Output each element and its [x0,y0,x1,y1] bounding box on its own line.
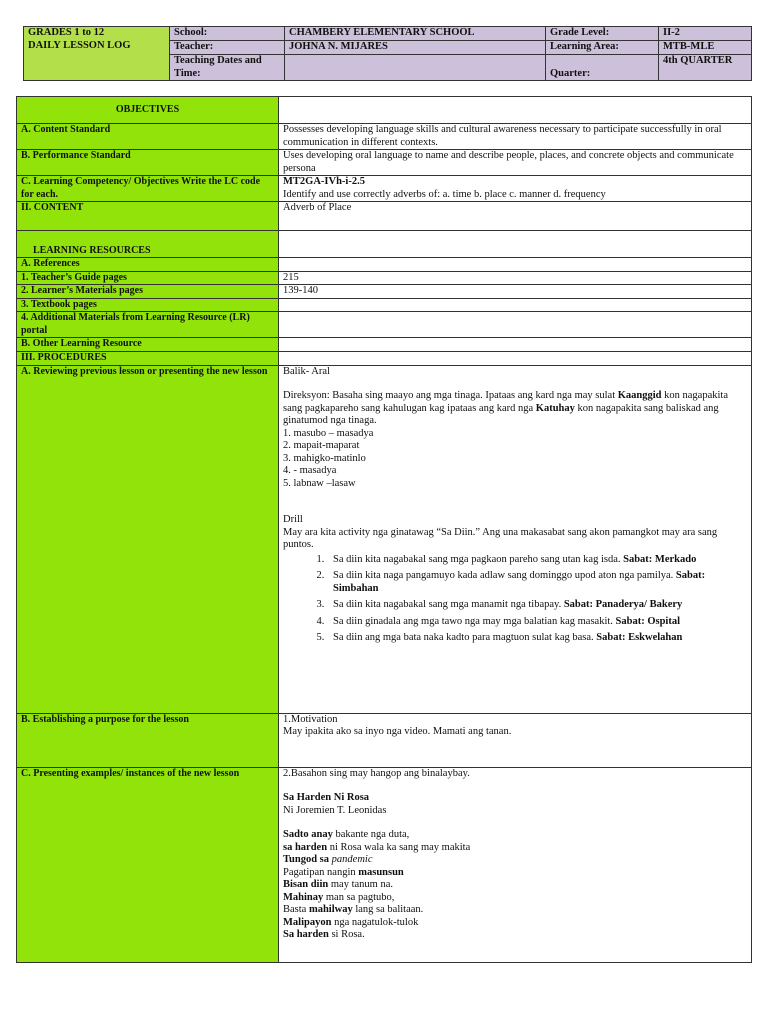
content-label: II. CONTENT [17,202,279,231]
presenting-label-text: C. Presenting examples/ instances of the new lesson [21,767,240,779]
procedures-label: III. PROCEDURES [17,351,279,365]
poem-line [283,867,747,880]
drill-answer: Sabat: Merkado [623,553,697,565]
teacher-value: JOHNA N. MIJARES [285,41,546,55]
performance-standard-label: B. Performance Standard [17,150,279,176]
drill-heading: Drill [283,514,303,525]
school-value: CHAMBERY ELEMENTARY SCHOOL [285,27,546,41]
poem-bold: Mahinay [283,891,324,903]
quarter-label: Quarter: [546,55,659,81]
review-label: A. Reviewing previous lesson or presenting the new lesson [17,365,279,713]
poem-text: may tanum na. [328,879,393,890]
competency-code: MT2GA-IVh-i-2.5 [283,176,365,187]
drill-item [327,599,747,612]
header-table [23,26,752,81]
poem-author: Ni Joremien T. Leonidas [283,804,387,816]
poem-line [283,892,747,905]
direksyon-part3: kon nagapakita sang baliskad ang ginatumod nga tinaga. [283,402,719,426]
poem-text: Pagatipan nangin [283,866,359,878]
area-label: Learning Area: [546,41,659,55]
dates-label: Teaching Dates and Time: [170,55,285,81]
poem-bold: Sa harden [283,929,329,940]
drill-item [327,616,747,629]
presenting-cell [279,767,752,962]
learners-materials-label: 2. Learner’s Materials pages [17,285,279,299]
motivation-text: May ipakita ako sa inyo nga video. Mamati ang tanan. [283,726,512,737]
content-value: Adverb of Place [279,202,752,231]
log-title-line2: DAILY LESSON LOG [28,39,131,51]
objectives-heading: OBJECTIVES [17,97,279,124]
direksyon-text [283,390,747,428]
drill-item [327,570,747,595]
drill-item [327,632,747,645]
textbook-label: 3. Textbook pages [17,298,279,312]
other-resource-label: B. Other Learning Resource [17,338,279,352]
grade-label: Grade Level: [546,27,659,41]
quarter-value: 4th QUARTER [659,55,752,81]
poem-text: man sa pagtubo, [323,891,395,903]
drill-list [283,554,747,645]
katuhay-word: Katuhay [535,402,575,414]
log-title-line1: GRADES 1 to 12 [28,27,105,38]
grade-value: II-2 [659,27,752,41]
competency-label: C. Learning Competency/ Objectives Write the LC code for each. [17,176,279,202]
drill-question: Sa diin kita nagabakal sang mga pagkaon pareho sang utan kag isda. [333,553,624,565]
poem-text: si Rosa. [328,929,365,940]
teacher-label: Teacher: [170,41,285,55]
drill-answer: Sabat: Eskwelahan [596,632,683,643]
school-label: School: [170,27,285,41]
presenting-intro: 2.Basahon sing may hangop ang binalaybay. [283,767,470,779]
other-resource-value [279,338,752,352]
drill-item [327,554,747,567]
poem-line [283,929,747,942]
area-value: MTB-MLE [659,41,752,55]
poem-text: ni Rosa wala ka sang may makita [327,841,471,853]
pair-item: 5. labnaw –lasaw [283,477,356,489]
lesson-table [16,96,752,963]
content-standard-value: Possesses developing language skills and cultural awareness necessary to participate successfully in oral communication in different contexts. [279,124,752,150]
teachers-guide-value: 215 [279,271,752,285]
drill-question: Sa diin ang mga bata naka kadto para magtuon sulat kag basa. [333,632,597,643]
poem-bold: sa harden [283,841,328,853]
resources-value [279,231,752,258]
additional-materials-label: 4. Additional Materials from Learning Resource (LR) portal [17,312,279,338]
presenting-label [17,767,279,962]
poem-line [283,842,747,855]
poem-line [283,917,747,930]
poem-bold: Malipayon [283,916,332,928]
drill-answer: Sabat: Simbahan [333,570,706,594]
poem-italic: pandemic [331,854,373,865]
poem-text: nga nagatulok-tulok [331,916,419,928]
direksyon-part1: Direksyon: Basaha sing maayo ang mga tinaga. Ipataas ang kard nga may sulat [283,390,618,401]
resources-label: LEARNING RESOURCES [17,231,279,258]
content-standard-label: A. Content Standard [17,124,279,150]
additional-materials-value [279,312,752,338]
log-title [24,27,170,81]
teachers-guide-label: 1. Teacher’s Guide pages [17,271,279,285]
poem-line [283,879,747,892]
drill-answer: Sabat: Ospital [615,615,681,627]
pair-item: 3. mahigko-matinlo [283,452,366,464]
pair-item: 1. masubo – masadya [283,427,374,439]
dates-value [285,55,546,81]
pair-item: 2. mapait-maparat [283,440,360,451]
drill-text: May ara kita activity nga ginatawag “Sa Diin.” Ang una makasabat sang akon pamangkot may ara sang puntos. [283,526,718,550]
poem-title: Sa Harden Ni Rosa [283,792,370,803]
purpose-cell [279,713,752,767]
pair-item: 4. - masadya [283,465,337,476]
drill-answer: Sabat: Panaderya/ Bakery [563,599,683,610]
poem-bold: Sadto anay [283,829,333,840]
poem-text: bakante nga duta, [332,829,410,840]
poem-bold: Bisan diin [283,879,329,890]
poem-line [283,829,747,842]
drill-question: Sa diin kita nagabakal sang mga manamit nga tibapay. [333,599,564,610]
objectives-value [279,97,752,124]
textbook-value [279,298,752,312]
procedures-value [279,351,752,365]
poem-text: Basta [283,904,309,915]
competency-cell [279,176,752,202]
learners-materials-value: 139-140 [279,285,752,299]
poem-bold: mahilway [308,904,353,915]
poem-bold: Tungod sa [283,854,330,865]
references-value [279,258,752,272]
competency-value: Identify and use correctly adverbs of: a. time b. place c. manner d. frequency [283,188,606,200]
balik-aral: Balik- Aral [283,365,330,377]
poem-text: lang sa balitaan. [352,904,424,915]
poem-bold: masunsun [358,866,404,878]
poem-line [283,904,747,917]
motivation-heading: 1.Motivation [283,713,338,725]
references-label: A. References [17,258,279,272]
purpose-label-text: B. Establishing a purpose for the lesson [21,713,189,725]
drill-question: Sa diin ginadala ang mga tawo nga may mga balatian kag masakit. [333,615,616,627]
poem-line [283,854,747,867]
performance-standard-value: Uses developing oral language to name and describe people, places, and concrete objects and communicate persona [279,150,752,176]
drill-question: Sa diin kita naga pangamuyo kada adlaw sang dominggo upod aton nga pamilya. [333,570,676,581]
kaanggid-word: Kaanggid [617,390,662,401]
purpose-label [17,713,279,767]
direksyon-part2: kon nagapakita sang pagkapareho sang kahulugan kag ipataas ang kard nga [283,390,728,414]
review-cell [279,365,752,713]
